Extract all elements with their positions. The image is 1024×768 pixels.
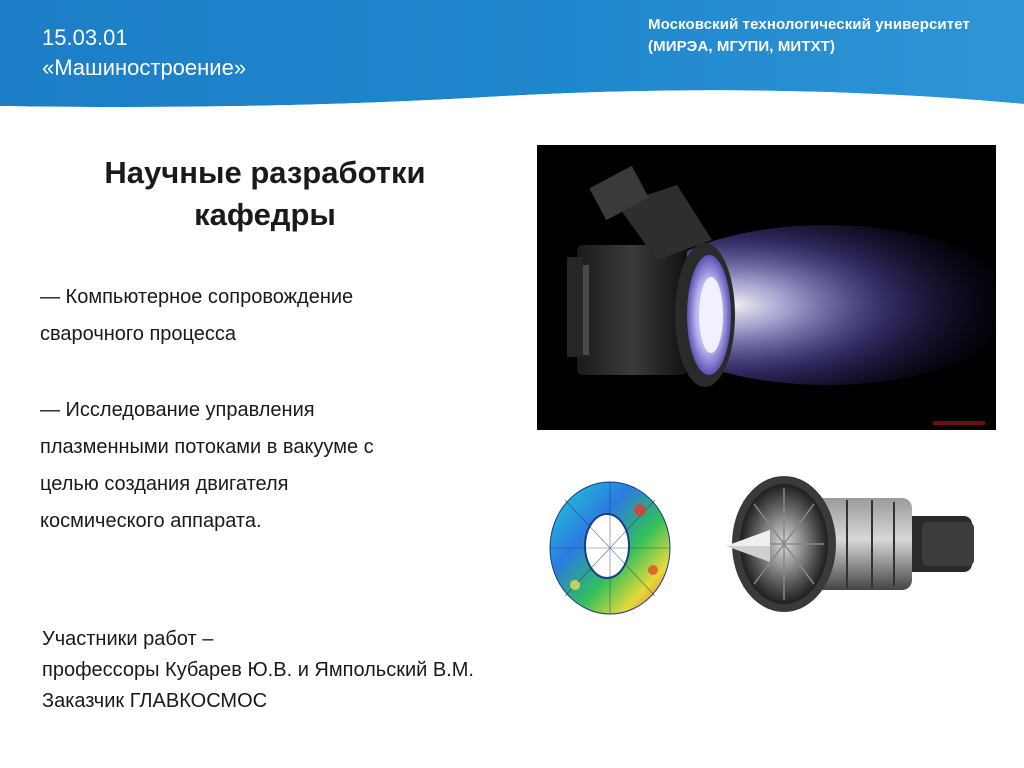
- bullet-line: плазменными потоками в вакууме с: [40, 436, 374, 458]
- bullet-line: целью создания двигателя: [40, 473, 289, 495]
- bullet-line: сварочного процесса: [40, 323, 237, 345]
- customer-line: Заказчик ГЛАВКОСМОС: [42, 690, 268, 712]
- plasma-thruster-image: [537, 145, 996, 430]
- bullet-plasma: [40, 392, 470, 540]
- university-logo-text: [648, 14, 1008, 58]
- participants-names: профессоры Кубарев Ю.В. и Ямпольский В.М.: [42, 659, 474, 681]
- bullet-line: — Компьютерное сопровождение: [40, 286, 354, 308]
- participants-block: [42, 624, 602, 717]
- bullet-line: космического аппарата.: [40, 510, 262, 532]
- fem-ring-image: [545, 470, 675, 620]
- program-code: 15.03.01: [42, 25, 128, 50]
- jet-engine-illustration: [722, 468, 982, 618]
- university-abbreviations-line: (МИРЭА, МГУПИ, МИТХТ): [648, 38, 836, 55]
- fem-ring-illustration: [545, 470, 675, 620]
- plasma-thruster-illustration: [537, 145, 996, 430]
- university-name-line: Московский технологический университет: [648, 16, 970, 33]
- slide-title: [40, 152, 490, 236]
- participants-heading: Участники работ –: [42, 628, 214, 650]
- slide-title-line: кафедры: [194, 197, 336, 232]
- program-name: «Машиностроение»: [42, 55, 247, 80]
- bullet-welding: [40, 279, 470, 353]
- bullet-line: — Исследование управления: [40, 399, 315, 421]
- jet-engine-image: [722, 468, 982, 618]
- slide-title-line: Научные разработки: [104, 155, 426, 190]
